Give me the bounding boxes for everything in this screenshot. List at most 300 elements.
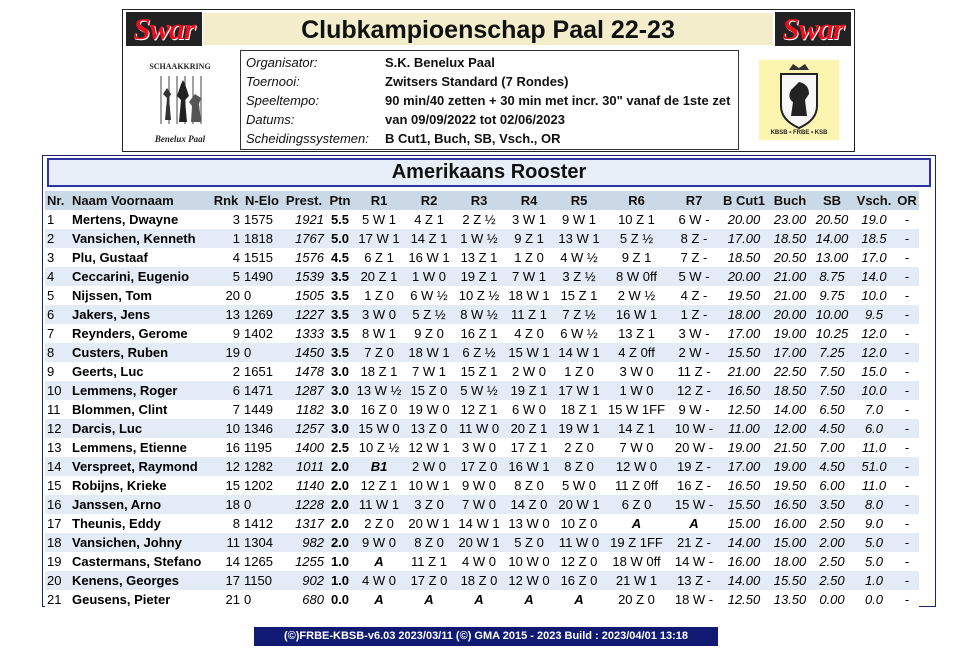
cell-nr: 19 xyxy=(45,552,70,571)
cell-sb: 2.50 xyxy=(811,552,853,571)
cell-r1: A xyxy=(354,552,404,571)
cell-r6: 9 Z 1 xyxy=(604,248,669,267)
cell-r1: 4 W 0 xyxy=(354,571,404,590)
cell-prest: 1227 xyxy=(282,305,326,324)
table-row xyxy=(45,381,919,400)
cell-ptn: 3.0 xyxy=(326,400,354,419)
cell-nr: 16 xyxy=(45,495,70,514)
cell-rnk: 15 xyxy=(210,476,242,495)
cell-buch: 20.00 xyxy=(769,305,811,324)
cell-sb: 7.50 xyxy=(811,362,853,381)
cell-prest: 1182 xyxy=(282,400,326,419)
cell-r2: 19 W 0 xyxy=(404,400,454,419)
cell-r3: 6 Z ½ xyxy=(454,343,504,362)
cell-r3: A xyxy=(454,590,504,609)
cell-or: - xyxy=(895,457,919,476)
cell-r6: 8 W 0ff xyxy=(604,267,669,286)
cell-nr: 11 xyxy=(45,400,70,419)
cell-bcut1: 11.00 xyxy=(719,419,769,438)
cell-r2: 14 Z 1 xyxy=(404,229,454,248)
cell-n-elo: 1575 xyxy=(242,210,282,229)
cell-prest: 1257 xyxy=(282,419,326,438)
cell-or: - xyxy=(895,324,919,343)
cell-rnk: 1 xyxy=(210,229,242,248)
cell-r3: 11 W 0 xyxy=(454,419,504,438)
cell-r7: 9 W - xyxy=(669,400,719,419)
cell-nr: 20 xyxy=(45,571,70,590)
cell-or: - xyxy=(895,343,919,362)
cell-sb: 4.50 xyxy=(811,419,853,438)
col-header-vsch: Vsch. xyxy=(853,191,895,210)
cell-n-elo: 1651 xyxy=(242,362,282,381)
cell-vsch: 0.0 xyxy=(853,590,895,609)
cell-r7: 14 W - xyxy=(669,552,719,571)
cell-prest: 902 xyxy=(282,571,326,590)
cell-naam: Geusens, Pieter xyxy=(70,590,210,609)
cell-ptn: 2.0 xyxy=(326,495,354,514)
cell-bcut1: 17.00 xyxy=(719,457,769,476)
cell-or: - xyxy=(895,248,919,267)
cell-n-elo: 1402 xyxy=(242,324,282,343)
cell-r7: 6 W - xyxy=(669,210,719,229)
cell-r3: 10 Z ½ xyxy=(454,286,504,305)
cell-vsch: 7.0 xyxy=(853,400,895,419)
cell-ptn: 3.5 xyxy=(326,286,354,305)
cell-r6: 20 Z 0 xyxy=(604,590,669,609)
cell-r7: 8 Z - xyxy=(669,229,719,248)
cell-n-elo: 1202 xyxy=(242,476,282,495)
cell-buch: 21.50 xyxy=(769,438,811,457)
cell-rnk: 3 xyxy=(210,210,242,229)
col-header-r3: R3 xyxy=(454,191,504,210)
cell-r2: 2 W 0 xyxy=(404,457,454,476)
cell-naam: Custers, Ruben xyxy=(70,343,210,362)
cell-ptn: 2.0 xyxy=(326,457,354,476)
cell-ptn: 5.0 xyxy=(326,229,354,248)
cell-or: - xyxy=(895,552,919,571)
cell-rnk: 17 xyxy=(210,571,242,590)
cell-n-elo: 1269 xyxy=(242,305,282,324)
cell-r6: 19 Z 1FF xyxy=(604,533,669,552)
cell-sb: 10.25 xyxy=(811,324,853,343)
cell-r6: 16 W 1 xyxy=(604,305,669,324)
cell-n-elo: 1304 xyxy=(242,533,282,552)
section-title: Amerikaans Rooster xyxy=(47,158,931,187)
cell-buch: 15.50 xyxy=(769,571,811,590)
cell-r2: 5 Z ½ xyxy=(404,305,454,324)
cell-sb: 6.00 xyxy=(811,476,853,495)
col-header-bcut1: B Cut1 xyxy=(719,191,769,210)
table-row xyxy=(45,400,919,419)
cell-buch: 18.50 xyxy=(769,229,811,248)
cell-n-elo: 1412 xyxy=(242,514,282,533)
cell-r2: 15 Z 0 xyxy=(404,381,454,400)
cell-rnk: 4 xyxy=(210,248,242,267)
cell-r1: 10 Z ½ xyxy=(354,438,404,457)
table-row xyxy=(45,343,919,362)
chess-pieces-icon xyxy=(143,58,217,144)
col-header-rnk: Rnk xyxy=(210,191,242,210)
cell-r4: 11 Z 1 xyxy=(504,305,554,324)
cell-prest: 1228 xyxy=(282,495,326,514)
cell-r3: 14 W 1 xyxy=(454,514,504,533)
cell-r7: 16 Z - xyxy=(669,476,719,495)
cell-r4: 13 W 0 xyxy=(504,514,554,533)
cell-r4: 8 Z 0 xyxy=(504,476,554,495)
cell-ptn: 5.5 xyxy=(326,210,354,229)
cell-n-elo: 1150 xyxy=(242,571,282,590)
cell-n-elo: 1346 xyxy=(242,419,282,438)
info-row-toernooi: Toernooi: Zwitsers Standard (7 Rondes) xyxy=(246,74,569,89)
cell-naam: Lemmens, Etienne xyxy=(70,438,210,457)
table-row xyxy=(45,267,919,286)
club-logo-top-text: SCHAAKKRING xyxy=(149,62,211,71)
cell-n-elo: 0 xyxy=(242,343,282,362)
cell-buch: 19.50 xyxy=(769,476,811,495)
cell-r3: 1 W ½ xyxy=(454,229,504,248)
cell-vsch: 11.0 xyxy=(853,438,895,457)
cell-naam: Verspreet, Raymond xyxy=(70,457,210,476)
cell-r6: 5 Z ½ xyxy=(604,229,669,248)
cell-ptn: 3.5 xyxy=(326,343,354,362)
cell-sb: 14.00 xyxy=(811,229,853,248)
cell-sb: 4.50 xyxy=(811,457,853,476)
cell-r1: 1 Z 0 xyxy=(354,286,404,305)
cell-nr: 5 xyxy=(45,286,70,305)
cell-naam: Jakers, Jens xyxy=(70,305,210,324)
cell-r1: 20 Z 1 xyxy=(354,267,404,286)
cell-nr: 4 xyxy=(45,267,70,286)
cell-bcut1: 20.00 xyxy=(719,267,769,286)
cell-bcut1: 12.50 xyxy=(719,590,769,609)
table-row xyxy=(45,229,919,248)
cell-vsch: 15.0 xyxy=(853,362,895,381)
kbsb-logo xyxy=(759,60,839,140)
cell-ptn: 1.0 xyxy=(326,552,354,571)
cell-bcut1: 21.00 xyxy=(719,362,769,381)
cell-r3: 15 Z 1 xyxy=(454,362,504,381)
cell-bcut1: 14.00 xyxy=(719,571,769,590)
cell-r4: 17 Z 1 xyxy=(504,438,554,457)
cell-r3: 20 W 1 xyxy=(454,533,504,552)
cell-prest: 1317 xyxy=(282,514,326,533)
cell-rnk: 21 xyxy=(210,590,242,609)
cell-bcut1: 12.50 xyxy=(719,400,769,419)
cell-prest: 1255 xyxy=(282,552,326,571)
table-row xyxy=(45,552,919,571)
cell-r3: 13 Z 1 xyxy=(454,248,504,267)
cell-naam: Kenens, Georges xyxy=(70,571,210,590)
cell-r2: 13 Z 0 xyxy=(404,419,454,438)
cell-r1: 8 W 1 xyxy=(354,324,404,343)
cell-r1: 9 W 0 xyxy=(354,533,404,552)
cell-vsch: 5.0 xyxy=(853,533,895,552)
cell-sb: 20.50 xyxy=(811,210,853,229)
cell-bcut1: 16.50 xyxy=(719,476,769,495)
cell-r6: 6 Z 0 xyxy=(604,495,669,514)
cell-sb: 13.00 xyxy=(811,248,853,267)
cell-buch: 23.00 xyxy=(769,210,811,229)
cell-bcut1: 20.00 xyxy=(719,210,769,229)
cell-vsch: 10.0 xyxy=(853,381,895,400)
cell-ptn: 3.0 xyxy=(326,419,354,438)
cell-nr: 21 xyxy=(45,590,70,609)
cell-r7: 7 Z - xyxy=(669,248,719,267)
cell-r5: 3 Z ½ xyxy=(554,267,604,286)
cell-sb: 7.00 xyxy=(811,438,853,457)
col-header-r6: R6 xyxy=(604,191,669,210)
cell-vsch: 19.0 xyxy=(853,210,895,229)
cell-naam: Mertens, Dwayne xyxy=(70,210,210,229)
cell-buch: 13.50 xyxy=(769,590,811,609)
cell-sb: 9.75 xyxy=(811,286,853,305)
table-row xyxy=(45,590,919,609)
cell-or: - xyxy=(895,286,919,305)
col-header-r4: R4 xyxy=(504,191,554,210)
table-row xyxy=(45,514,919,533)
crosstable xyxy=(45,191,919,609)
cell-vsch: 9.5 xyxy=(853,305,895,324)
cell-naam: Janssen, Arno xyxy=(70,495,210,514)
cell-r4: 15 W 1 xyxy=(504,343,554,362)
cell-nr: 1 xyxy=(45,210,70,229)
cell-r3: 17 Z 0 xyxy=(454,457,504,476)
cell-r5: 20 W 1 xyxy=(554,495,604,514)
cell-ptn: 1.0 xyxy=(326,571,354,590)
cell-nr: 6 xyxy=(45,305,70,324)
cell-n-elo: 1490 xyxy=(242,267,282,286)
cell-vsch: 5.0 xyxy=(853,552,895,571)
cell-sb: 7.25 xyxy=(811,343,853,362)
cell-bcut1: 14.00 xyxy=(719,533,769,552)
cell-or: - xyxy=(895,400,919,419)
swar-logo-right: Swar xyxy=(775,12,851,46)
cell-r7: 20 W - xyxy=(669,438,719,457)
cell-r4: 1 Z 0 xyxy=(504,248,554,267)
cell-ptn: 2.0 xyxy=(326,533,354,552)
cell-prest: 1140 xyxy=(282,476,326,495)
cell-n-elo: 0 xyxy=(242,286,282,305)
cell-r7: 13 Z - xyxy=(669,571,719,590)
cell-or: - xyxy=(895,419,919,438)
cell-r3: 4 W 0 xyxy=(454,552,504,571)
cell-r1: A xyxy=(354,590,404,609)
cell-r7: 1 Z - xyxy=(669,305,719,324)
cell-r2: 11 Z 1 xyxy=(404,552,454,571)
cell-sb: 8.75 xyxy=(811,267,853,286)
cell-r4: 18 W 1 xyxy=(504,286,554,305)
cell-nr: 10 xyxy=(45,381,70,400)
cell-vsch: 12.0 xyxy=(853,343,895,362)
cell-r4: 5 Z 0 xyxy=(504,533,554,552)
cell-nr: 7 xyxy=(45,324,70,343)
cell-bcut1: 15.50 xyxy=(719,495,769,514)
col-header-ptn: Ptn xyxy=(326,191,354,210)
cell-rnk: 19 xyxy=(210,343,242,362)
cell-r4: 19 Z 1 xyxy=(504,381,554,400)
cell-bcut1: 19.50 xyxy=(719,286,769,305)
cell-n-elo: 1471 xyxy=(242,381,282,400)
cell-sb: 2.00 xyxy=(811,533,853,552)
cell-rnk: 18 xyxy=(210,495,242,514)
cell-or: - xyxy=(895,514,919,533)
cell-r4: 2 W 0 xyxy=(504,362,554,381)
cell-rnk: 6 xyxy=(210,381,242,400)
cell-nr: 2 xyxy=(45,229,70,248)
cell-bcut1: 16.50 xyxy=(719,381,769,400)
cell-vsch: 14.0 xyxy=(853,267,895,286)
cell-bcut1: 18.00 xyxy=(719,305,769,324)
cell-r3: 3 W 0 xyxy=(454,438,504,457)
cell-prest: 1576 xyxy=(282,248,326,267)
cell-r1: 11 W 1 xyxy=(354,495,404,514)
cell-or: - xyxy=(895,438,919,457)
cell-naam: Ceccarini, Eugenio xyxy=(70,267,210,286)
footer-credits: (©)FRBE-KBSB-v6.03 2023/03/11 (©) GMA 2015 - 2023 Build : 2023/04/01 13:18 xyxy=(254,627,718,646)
cell-buch: 21.00 xyxy=(769,286,811,305)
cell-prest: 1539 xyxy=(282,267,326,286)
cell-r6: 10 Z 1 xyxy=(604,210,669,229)
cell-r4: 7 W 1 xyxy=(504,267,554,286)
table-row xyxy=(45,286,919,305)
cell-buch: 20.50 xyxy=(769,248,811,267)
cell-rnk: 14 xyxy=(210,552,242,571)
info-row-datums: Datums: van 09/09/2022 tot 02/06/2023 xyxy=(246,112,565,127)
cell-r6: 18 W 0ff xyxy=(604,552,669,571)
cell-prest: 1011 xyxy=(282,457,326,476)
cell-sb: 7.50 xyxy=(811,381,853,400)
cell-r6: 7 W 0 xyxy=(604,438,669,457)
cell-rnk: 12 xyxy=(210,457,242,476)
table-row xyxy=(45,438,919,457)
cell-r5: 12 Z 0 xyxy=(554,552,604,571)
cell-r3: 18 Z 0 xyxy=(454,571,504,590)
cell-r1: 5 W 1 xyxy=(354,210,404,229)
cell-r7: 19 Z - xyxy=(669,457,719,476)
cell-r6: 21 W 1 xyxy=(604,571,669,590)
cell-buch: 19.00 xyxy=(769,324,811,343)
cell-r1: 13 W ½ xyxy=(354,381,404,400)
cell-r7: 18 W - xyxy=(669,590,719,609)
cell-r5: 9 W 1 xyxy=(554,210,604,229)
cell-ptn: 2.0 xyxy=(326,514,354,533)
cell-r5: 4 W ½ xyxy=(554,248,604,267)
cell-prest: 1287 xyxy=(282,381,326,400)
cell-bcut1: 19.00 xyxy=(719,438,769,457)
cell-buch: 19.00 xyxy=(769,457,811,476)
cell-r5: 5 W 0 xyxy=(554,476,604,495)
cell-naam: Theunis, Eddy xyxy=(70,514,210,533)
cell-rnk: 5 xyxy=(210,267,242,286)
cell-n-elo: 1515 xyxy=(242,248,282,267)
cell-r3: 7 W 0 xyxy=(454,495,504,514)
info-row-speeltempo: Speeltempo: 90 min/40 zetten + 30 min met incr. 30" vanaf de 1ste zet xyxy=(246,93,731,108)
cell-n-elo: 1282 xyxy=(242,457,282,476)
cell-n-elo: 0 xyxy=(242,495,282,514)
cell-buch: 21.00 xyxy=(769,267,811,286)
cell-vsch: 12.0 xyxy=(853,324,895,343)
table-row xyxy=(45,362,919,381)
table-row xyxy=(45,495,919,514)
cell-r5: 11 W 0 xyxy=(554,533,604,552)
cell-naam: Blommen, Clint xyxy=(70,400,210,419)
cell-or: - xyxy=(895,267,919,286)
cell-bcut1: 16.00 xyxy=(719,552,769,571)
cell-ptn: 2.0 xyxy=(326,476,354,495)
cell-ptn: 3.5 xyxy=(326,324,354,343)
cell-r7: 11 Z - xyxy=(669,362,719,381)
cell-nr: 18 xyxy=(45,533,70,552)
cell-or: - xyxy=(895,229,919,248)
cell-naam: Darcis, Luc xyxy=(70,419,210,438)
cell-naam: Vansichen, Johny xyxy=(70,533,210,552)
cell-r7: 12 Z - xyxy=(669,381,719,400)
cell-sb: 10.00 xyxy=(811,305,853,324)
cell-r7: 15 W - xyxy=(669,495,719,514)
cell-buch: 16.00 xyxy=(769,514,811,533)
cell-bcut1: 18.50 xyxy=(719,248,769,267)
cell-nr: 17 xyxy=(45,514,70,533)
cell-r2: 17 Z 0 xyxy=(404,571,454,590)
table-row xyxy=(45,571,919,590)
cell-n-elo: 0 xyxy=(242,590,282,609)
cell-naam: Geerts, Luc xyxy=(70,362,210,381)
cell-r4: A xyxy=(504,590,554,609)
cell-naam: Lemmens, Roger xyxy=(70,381,210,400)
cell-r7: 3 W - xyxy=(669,324,719,343)
cell-r6: 14 Z 1 xyxy=(604,419,669,438)
club-logo xyxy=(143,58,217,144)
cell-r1: 16 Z 0 xyxy=(354,400,404,419)
cell-r2: 8 Z 0 xyxy=(404,533,454,552)
cell-rnk: 9 xyxy=(210,324,242,343)
cell-or: - xyxy=(895,590,919,609)
cell-r1: 15 W 0 xyxy=(354,419,404,438)
cell-nr: 15 xyxy=(45,476,70,495)
crosstable-section xyxy=(42,155,936,607)
cell-bcut1: 15.50 xyxy=(719,343,769,362)
col-header-r2: R2 xyxy=(404,191,454,210)
cell-or: - xyxy=(895,495,919,514)
cell-naam: Castermans, Stefano xyxy=(70,552,210,571)
swar-logo-left: Swar xyxy=(126,12,202,46)
cell-r5: 19 W 1 xyxy=(554,419,604,438)
cell-r6: 13 Z 1 xyxy=(604,324,669,343)
cell-r1: 2 Z 0 xyxy=(354,514,404,533)
cell-r4: 9 Z 1 xyxy=(504,229,554,248)
cell-r1: 18 Z 1 xyxy=(354,362,404,381)
cell-r2: 3 Z 0 xyxy=(404,495,454,514)
club-logo-bottom-text: Benelux Paal xyxy=(154,134,206,144)
cell-r1: 6 Z 1 xyxy=(354,248,404,267)
cell-nr: 12 xyxy=(45,419,70,438)
cell-vsch: 17.0 xyxy=(853,248,895,267)
table-row xyxy=(45,305,919,324)
cell-r5: 14 W 1 xyxy=(554,343,604,362)
cell-or: - xyxy=(895,381,919,400)
cell-ptn: 0.0 xyxy=(326,590,354,609)
cell-r6: A xyxy=(604,514,669,533)
tournament-info xyxy=(240,50,739,150)
cell-ptn: 2.5 xyxy=(326,438,354,457)
cell-sb: 2.50 xyxy=(811,571,853,590)
cell-rnk: 11 xyxy=(210,533,242,552)
col-header-or: OR xyxy=(895,191,919,210)
cell-bcut1: 15.00 xyxy=(719,514,769,533)
cell-buch: 15.00 xyxy=(769,533,811,552)
table-row xyxy=(45,419,919,438)
cell-r5: 7 Z ½ xyxy=(554,305,604,324)
